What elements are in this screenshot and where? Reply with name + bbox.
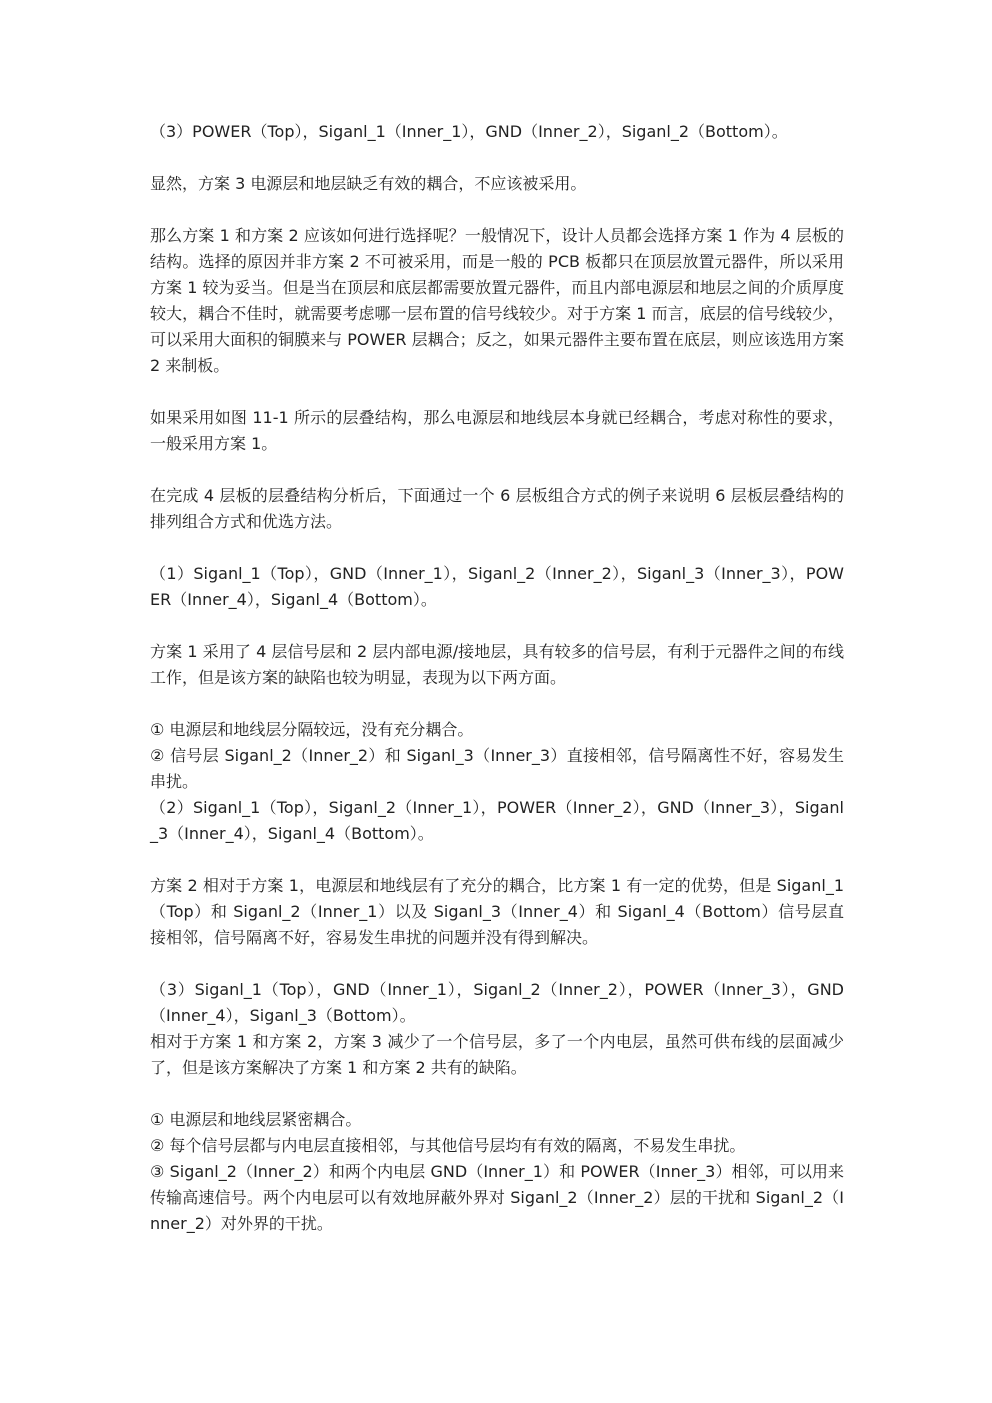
paragraph-spacer	[150, 1081, 844, 1107]
paragraph: （1）Siganl_1（Top），GND（Inner_1），Siganl_2（Inner_2），Siganl_3（Inner_3），POWER（Inner_4），Siganl_4（Bottom）。	[150, 564, 844, 609]
paragraph: 如果采用如图 11-1 所示的层叠结构，那么电源层和地线层本身就已经耦合，考虑对称性的要求，一般采用方案 1。	[150, 408, 844, 453]
paragraph: ① 电源层和地线层分隔较远，没有充分耦合。	[150, 720, 474, 739]
paragraph: 方案 2 相对于方案 1，电源层和地线层有了充分的耦合，比方案 1 有一定的优势，但是 Siganl_1（Top）和 Siganl_2（Inner_1）以及 Siganl_3（Inner_4）和 Siganl_4（Bottom）信号层直接相邻，信号隔离不好，容易发生串扰的问题并没有得到解决。	[150, 876, 844, 947]
paragraph: 方案 1 采用了 4 层信号层和 2 层内部电源/接地层，具有较多的信号层，有利于元器件之间的布线工作，但是该方案的缺陷也较为明显，表现为以下两方面。	[150, 642, 844, 687]
paragraph-spacer	[150, 535, 844, 561]
paragraph-spacer	[150, 145, 844, 171]
paragraph: （3）POWER（Top），Siganl_1（Inner_1），GND（Inner_2），Siganl_2（Bottom）。	[150, 122, 788, 141]
paragraph-spacer	[150, 613, 844, 639]
paragraph-spacer	[150, 379, 844, 405]
paragraph: （2）Siganl_1（Top），Siganl_2（Inner_1），POWER（Inner_2），GND（Inner_3），Siganl_3（Inner_4），Siganl_4（Bottom）。	[150, 798, 844, 843]
paragraph: ② 每个信号层都与内电层直接相邻，与其他信号层均有有效的隔离，不易发生串扰。	[150, 1136, 746, 1155]
paragraph: 相对于方案 1 和方案 2，方案 3 减少了一个信号层，多了一个内电层，虽然可供布线的层面减少了，但是该方案解决了方案 1 和方案 2 共有的缺陷。	[150, 1032, 844, 1077]
paragraph: （3）Siganl_1（Top），GND（Inner_1），Siganl_2（Inner_2），POWER（Inner_3），GND（Inner_4），Siganl_3（Bottom）。	[150, 980, 844, 1025]
paragraph: 那么方案 1 和方案 2 应该如何进行选择呢？一般情况下，设计人员都会选择方案 1 作为 4 层板的结构。选择的原因并非方案 2 不可被采用，而是一般的 PCB 板都只在顶层放置元器件，所以采用方案 1 较为妥当。但是当在顶层和底层都需要放置元器件，而且内部电源层和地层之间的介质厚度较大，耦合不佳时，就需要考虑哪一层布置的信号线较少。对于方案 1 而言，底层的信号线较少，可以采用大面积的铜膜来与 POWER 层耦合；反之，如果元器件主要布置在底层，则应该选用方案 2 来制板。	[150, 226, 844, 375]
paragraph: ① 电源层和地线层紧密耦合。	[150, 1110, 362, 1129]
paragraph-spacer	[150, 197, 844, 223]
document-body	[150, 119, 844, 1237]
paragraph: 显然，方案 3 电源层和地层缺乏有效的耦合，不应该被采用。	[150, 174, 587, 193]
paragraph: ③ Siganl_2（Inner_2）和两个内电层 GND（Inner_1）和 POWER（Inner_3）相邻，可以用来传输高速信号。两个内电层可以有效地屏蔽外界对 Siganl_2（Inner_2）层的干扰和 Siganl_2（Inner_2）对外界的干扰。	[150, 1162, 844, 1233]
paragraph-spacer	[150, 847, 844, 873]
paragraph: 在完成 4 层板的层叠结构分析后，下面通过一个 6 层板组合方式的例子来说明 6 层板层叠结构的排列组合方式和优选方法。	[150, 486, 844, 531]
paragraph-spacer	[150, 951, 844, 977]
paragraph: ② 信号层 Siganl_2（Inner_2）和 Siganl_3（Inner_3）直接相邻，信号隔离性不好，容易发生串扰。	[150, 746, 844, 791]
paragraph-spacer	[150, 691, 844, 717]
paragraph-spacer	[150, 457, 844, 483]
